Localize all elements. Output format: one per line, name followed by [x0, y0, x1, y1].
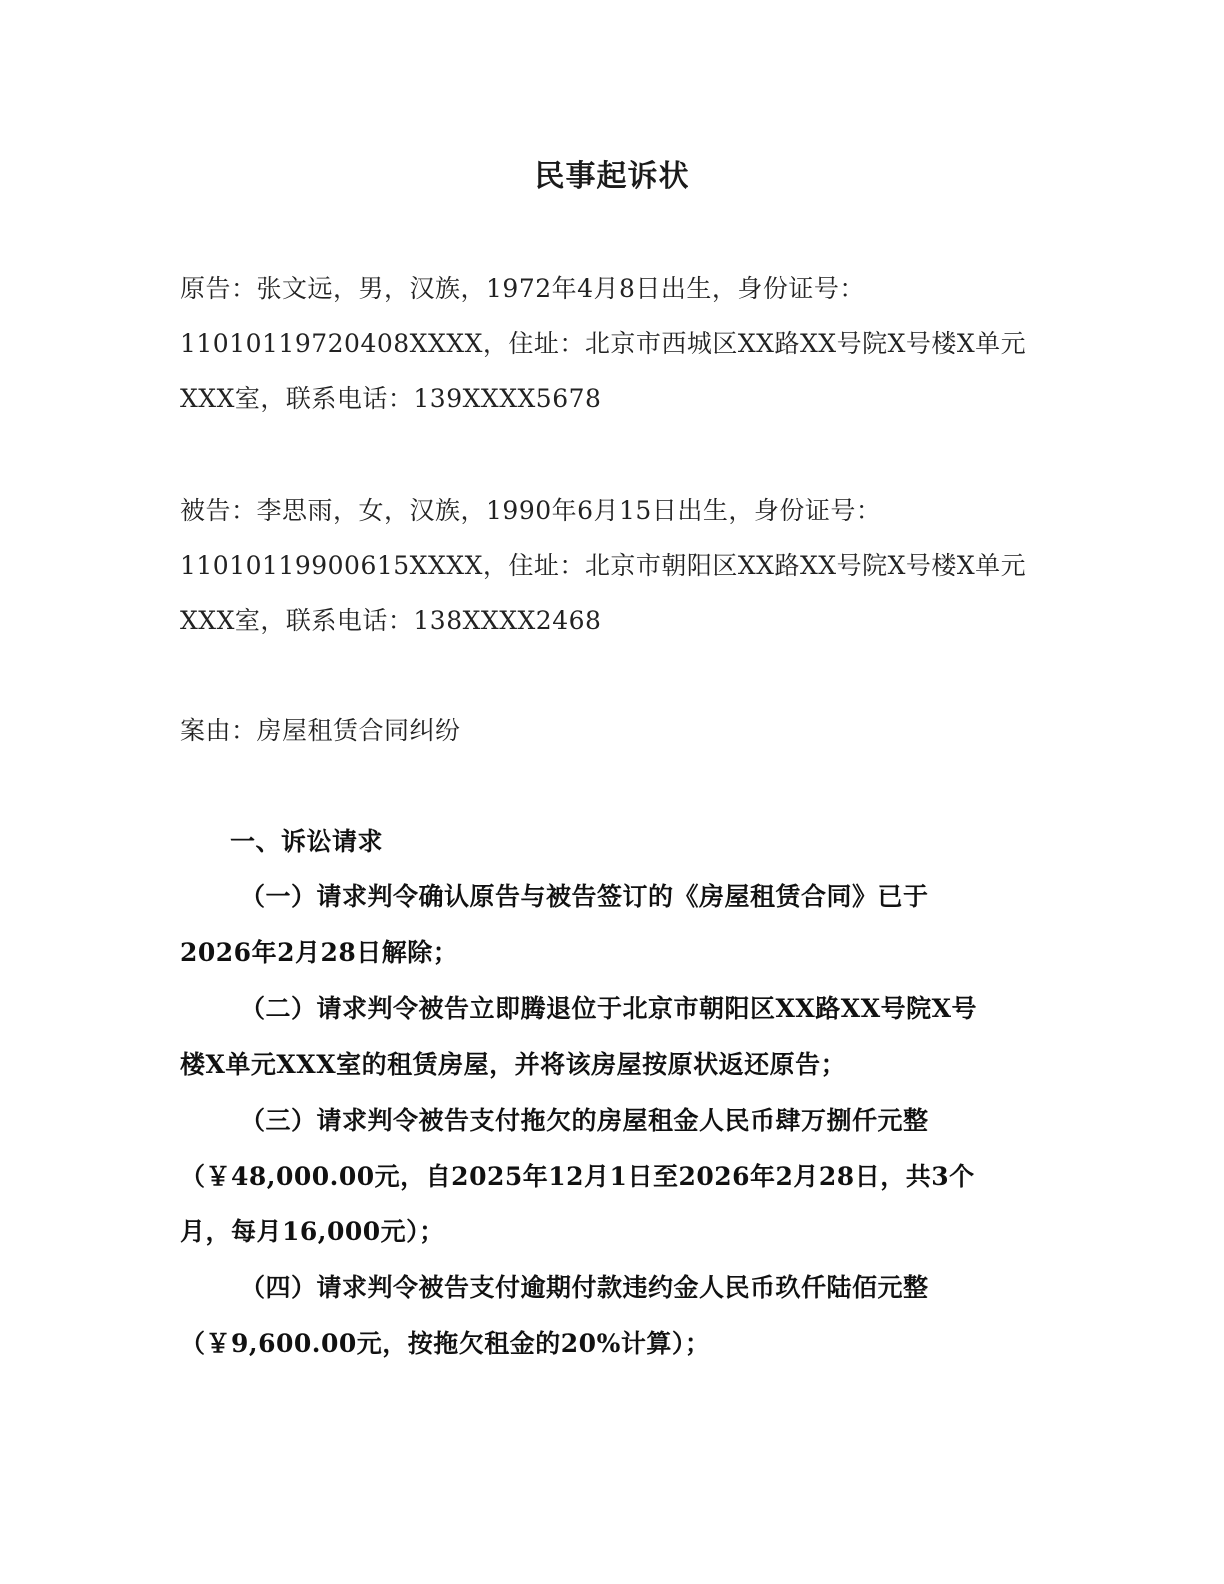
defendant-line-1: 被告：李思雨，女，汉族，1990年6月15日出生，身份证号：	[180, 496, 882, 525]
claim-4-line-1: （四）请求判令被告支付逾期付款违约金人民币玖仟陆佰元整	[240, 1273, 929, 1302]
claim-3-line-2: （￥48,000.00元，自2025年12月1日至2026年2月28日，共3个	[180, 1162, 975, 1191]
claim-3-line-3: 月，每月16,000元）；	[180, 1217, 445, 1246]
defendant-line-2: 11010119900615XXXX，住址：北京市朝阳区XX路XX号院X号楼X单元	[180, 551, 1027, 580]
claim-4-line-2: （￥9,600.00元，按拖欠租金的20%计算）；	[180, 1329, 711, 1358]
defendant-line-3: XXX室，联系电话：138XXXX2468	[180, 606, 602, 635]
claim-1-line-2: 2026年2月28日解除；	[180, 938, 459, 967]
document-title: 民事起诉状	[534, 159, 690, 194]
claim-3-line-1: （三）请求判令被告支付拖欠的房屋租金人民币肆万捌仟元整	[240, 1106, 929, 1135]
plaintiff-line-1: 原告：张文远，男，汉族，1972年4月8日出生，身份证号：	[180, 274, 865, 303]
claim-2-line-1: （二）请求判令被告立即腾退位于北京市朝阳区XX路XX号院X号	[240, 994, 977, 1023]
claim-2-line-2: 楼X单元XXX室的租赁房屋，并将该房屋按原状返还原告；	[180, 1050, 847, 1079]
claim-1-line-1: （一）请求判令确认原告与被告签订的《房屋租赁合同》已于	[240, 882, 929, 911]
cause-of-action: 案由：房屋租赁合同纠纷	[180, 716, 461, 745]
section-heading-claims: 一、诉讼请求	[230, 827, 384, 856]
plaintiff-line-3: XXX室，联系电话：139XXXX5678	[180, 384, 602, 413]
plaintiff-line-2: 11010119720408XXXX，住址：北京市西城区XX路XX号院X号楼X单元	[180, 329, 1027, 358]
